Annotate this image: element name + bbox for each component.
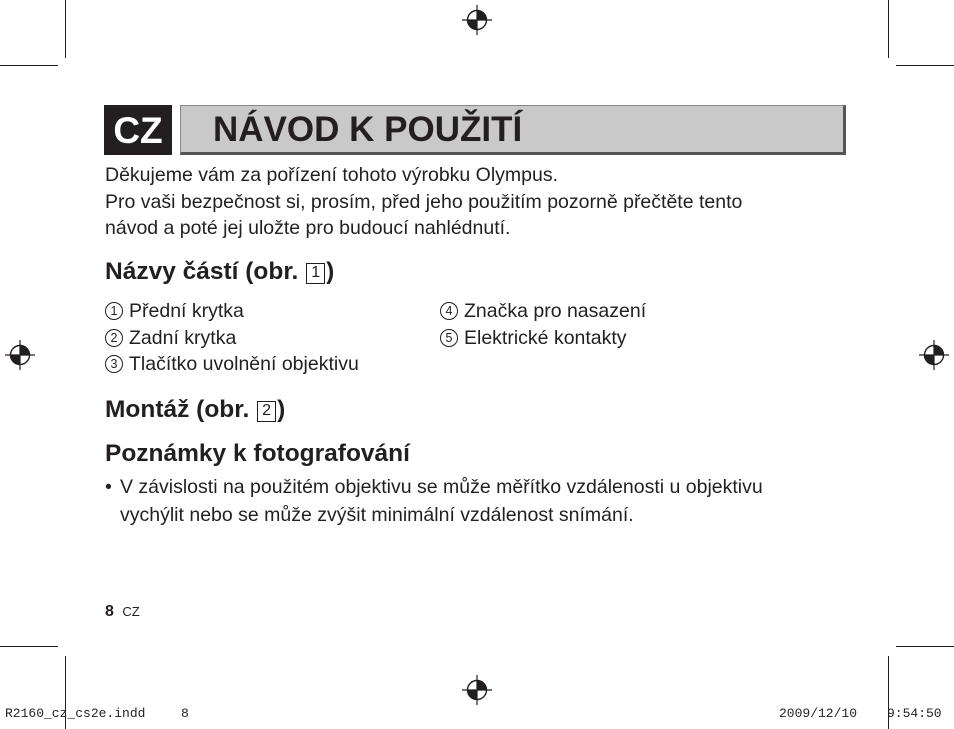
intro-paragraph — [105, 162, 865, 242]
parts-heading — [105, 257, 334, 287]
language-badge: CZ — [104, 105, 172, 155]
page-footer — [105, 603, 140, 621]
circled-number: 5 — [440, 329, 458, 347]
part-label: Tlačítko uvolnění objektivu — [129, 353, 359, 375]
part-label: Zadní krytka — [129, 326, 237, 349]
bullet-line: V závislosti na použitém objektivu se může měřítko vzdálenosti u objektivu — [120, 476, 763, 498]
registration-mark-left-icon — [5, 340, 35, 370]
figure-number-box: 2 — [257, 401, 276, 422]
registration-mark-bottom-icon — [462, 675, 492, 705]
parts-list-right — [440, 298, 646, 351]
list-item — [440, 298, 646, 325]
circled-number: 2 — [105, 329, 123, 347]
part-label: Elektrické kontakty — [464, 326, 627, 349]
list-item — [105, 351, 359, 378]
parts-heading-close: ) — [326, 258, 335, 285]
bullet-line: vychýlit nebo se může zvýšit minimální vzdálenost snímání. — [120, 504, 634, 526]
mounting-heading-close: ) — [277, 396, 286, 423]
notes-bullet — [105, 473, 875, 529]
part-label: Značka pro nasazení — [464, 300, 647, 322]
slug-filename: R2160_cz_cs2e.indd — [5, 706, 146, 721]
page-language: CZ — [122, 604, 140, 619]
crop-mark-bottom-left-horizontal — [0, 646, 58, 647]
crop-mark-bottom-right-horizontal — [896, 646, 954, 647]
registration-mark-top-icon — [462, 5, 492, 35]
parts-list-left — [105, 298, 359, 378]
registration-mark-right-icon — [919, 340, 949, 370]
notes-heading: Poznámky k fotografování — [105, 440, 410, 467]
list-item — [105, 298, 359, 325]
circled-number: 4 — [440, 302, 458, 320]
crop-mark-top-right-vertical — [888, 0, 889, 58]
crop-mark-top-right-horizontal — [896, 65, 954, 66]
circled-number: 1 — [105, 302, 123, 320]
slug-date: 2009/12/10 — [779, 706, 858, 721]
circled-number: 3 — [105, 355, 123, 373]
crop-mark-top-left-horizontal — [0, 65, 58, 66]
page-title: NÁVOD K POUŽITÍ — [180, 105, 846, 155]
intro-line: návod a poté jej uložte pro budoucí nahlédnutí. — [105, 217, 511, 239]
intro-line: Pro vaši bezpečnost si, prosím, před jeho použitím pozorně přečtěte tento — [105, 190, 743, 213]
parts-heading-text: Názvy částí (obr. — [105, 258, 299, 285]
list-item — [440, 325, 646, 352]
slug-time: 9:54:50 — [887, 706, 942, 721]
part-label: Přední krytka — [129, 300, 244, 322]
page-number: 8 — [105, 603, 114, 620]
mounting-heading-text: Montáž (obr. — [105, 396, 250, 423]
slug-page: 8 — [181, 706, 189, 721]
crop-mark-top-left-vertical — [65, 0, 66, 58]
list-item — [105, 325, 359, 352]
mounting-heading — [105, 395, 285, 425]
bullet-mark: • — [105, 476, 112, 498]
intro-line: Děkujeme vám za pořízení tohoto výrobku Olympus. — [105, 164, 559, 186]
figure-number-box: 1 — [306, 263, 325, 284]
